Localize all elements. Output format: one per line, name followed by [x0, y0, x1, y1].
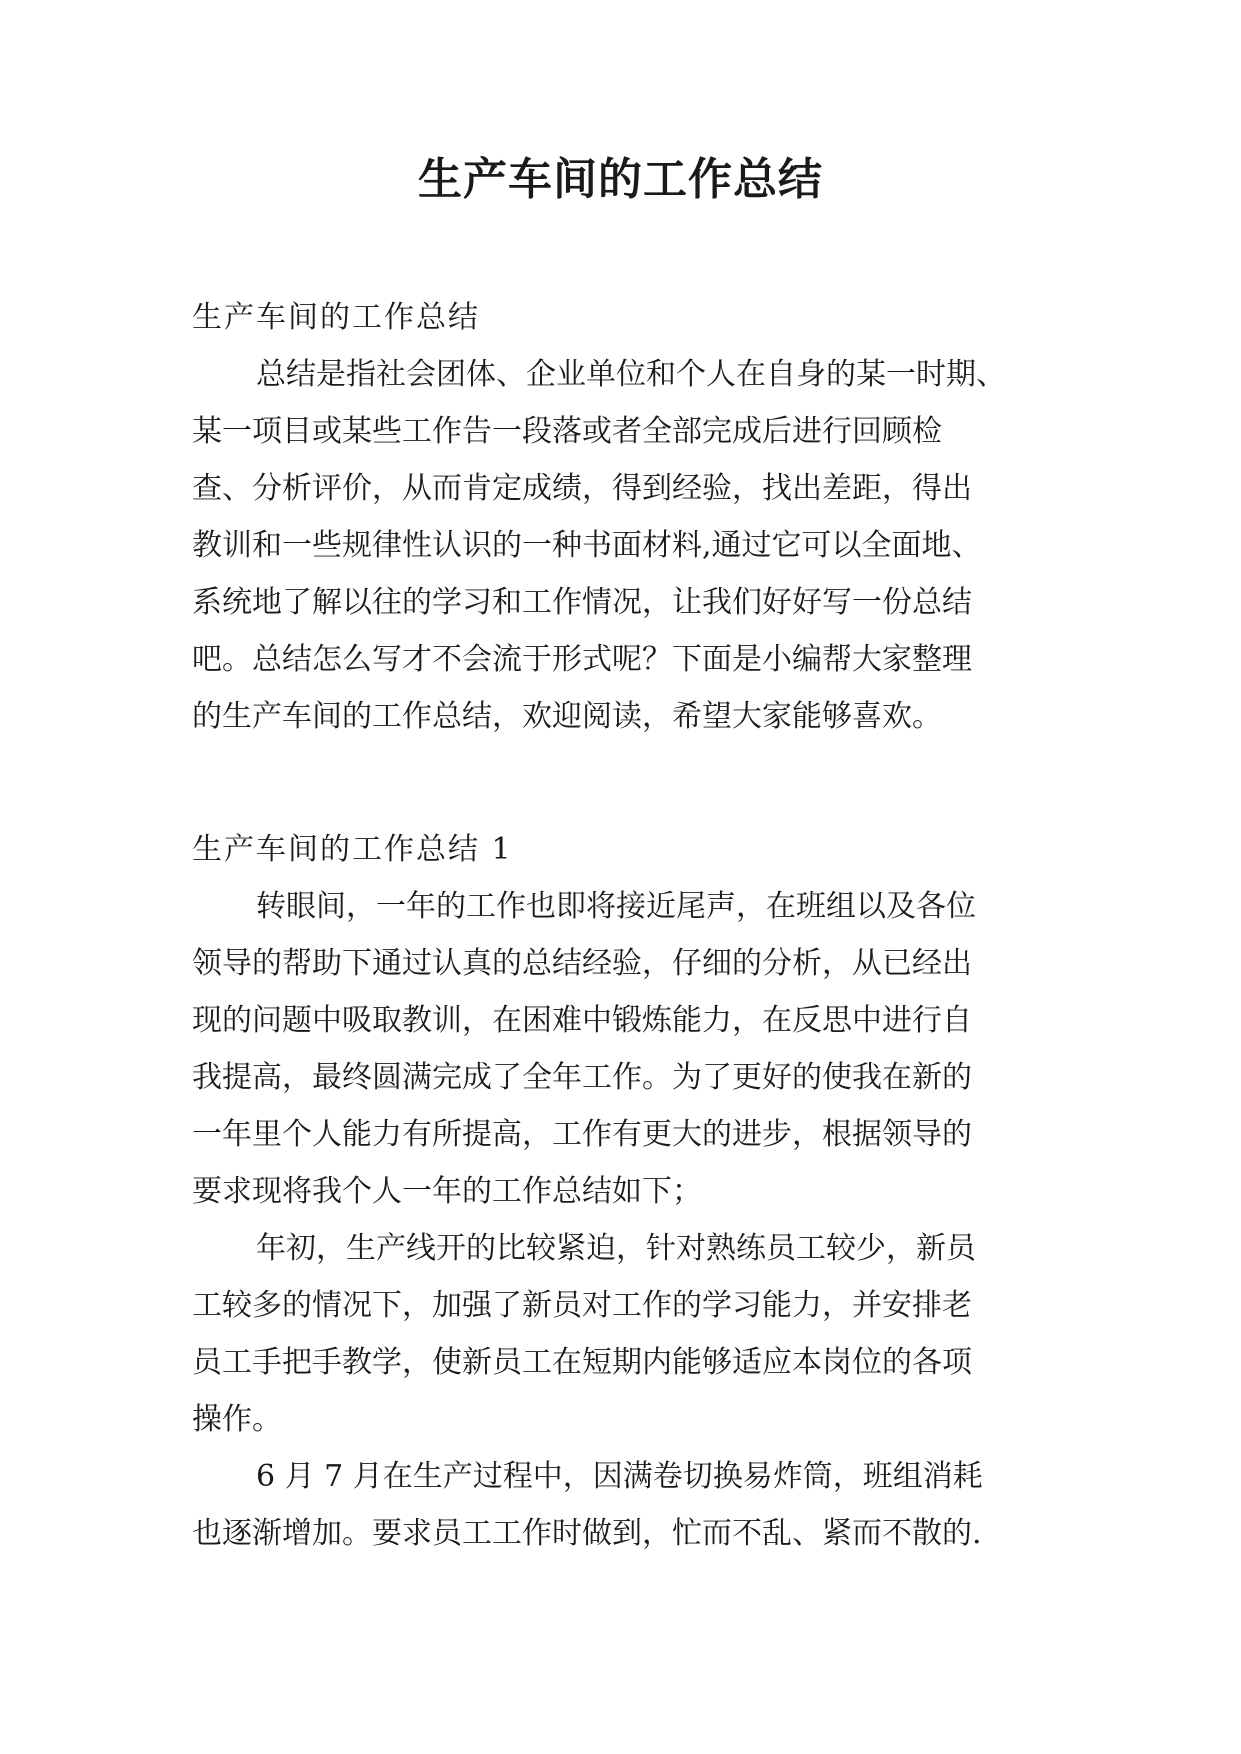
- paragraph-line: 我提高，最终圆满完成了全年工作。为了更好的使我在新的: [192, 1060, 972, 1095]
- paragraph-line: 教训和一些规律性认识的一种书面材料,通过它可以全面地、: [192, 528, 982, 563]
- paragraph-line: 查、分析评价，从而肯定成绩，得到经验，找出差距，得出: [192, 471, 972, 506]
- paragraph-line: 系统地了解以往的学习和工作情况，让我们好好写一份总结: [192, 585, 972, 620]
- paragraph-line: 吧。总结怎么写才不会流于形式呢？下面是小编帮大家整理: [192, 642, 972, 677]
- paragraph-line: 现的问题中吸取教训，在困难中锻炼能力，在反思中进行自: [192, 1003, 972, 1038]
- document-body: [192, 289, 1052, 1562]
- section-1-paragraph-1: [192, 878, 1052, 1220]
- section-1-paragraph-2: [192, 1220, 1052, 1448]
- section-spacer: [192, 745, 1052, 821]
- paragraph-line: 员工手把手教学，使新员工在短期内能够适应本岗位的各项: [192, 1345, 972, 1380]
- paragraph-line: 转眼间，一年的工作也即将接近尾声，在班组以及各位: [256, 889, 976, 924]
- paragraph-line: 要求现将我个人一年的工作总结如下；: [192, 1174, 702, 1209]
- paragraph-line: 的生产车间的工作总结，欢迎阅读，希望大家能够喜欢。: [192, 699, 942, 734]
- section-1-paragraph-3: [192, 1448, 1052, 1562]
- paragraph-line: 工较多的情况下，加强了新员对工作的学习能力，并安排老: [192, 1288, 972, 1323]
- paragraph-line: 某一项目或某些工作告一段落或者全部完成后进行回顾检: [192, 414, 942, 449]
- document-title: 生产车间的工作总结: [418, 154, 823, 205]
- intro-heading: 生产车间的工作总结: [192, 300, 480, 335]
- section-1-heading: 生产车间的工作总结 1: [192, 832, 513, 867]
- paragraph-line: 也逐渐增加。要求员工工作时做到，忙而不乱、紧而不散的.: [192, 1516, 982, 1551]
- paragraph-line: 领导的帮助下通过认真的总结经验，仔细的分析，从已经出: [192, 946, 972, 981]
- paragraph-line: 6 月 7 月在生产过程中，因满卷切换易炸筒，班组消耗: [256, 1459, 983, 1494]
- paragraph-line: 总结是指社会团体、企业单位和个人在自身的某一时期、: [256, 357, 1006, 392]
- paragraph-line: 年初，生产线开的比较紧迫，针对熟练员工较少，新员: [256, 1231, 976, 1266]
- intro-paragraph: [192, 346, 1052, 745]
- paragraph-line: 操作。: [192, 1402, 282, 1437]
- paragraph-line: 一年里个人能力有所提高，工作有更大的进步，根据领导的: [192, 1117, 972, 1152]
